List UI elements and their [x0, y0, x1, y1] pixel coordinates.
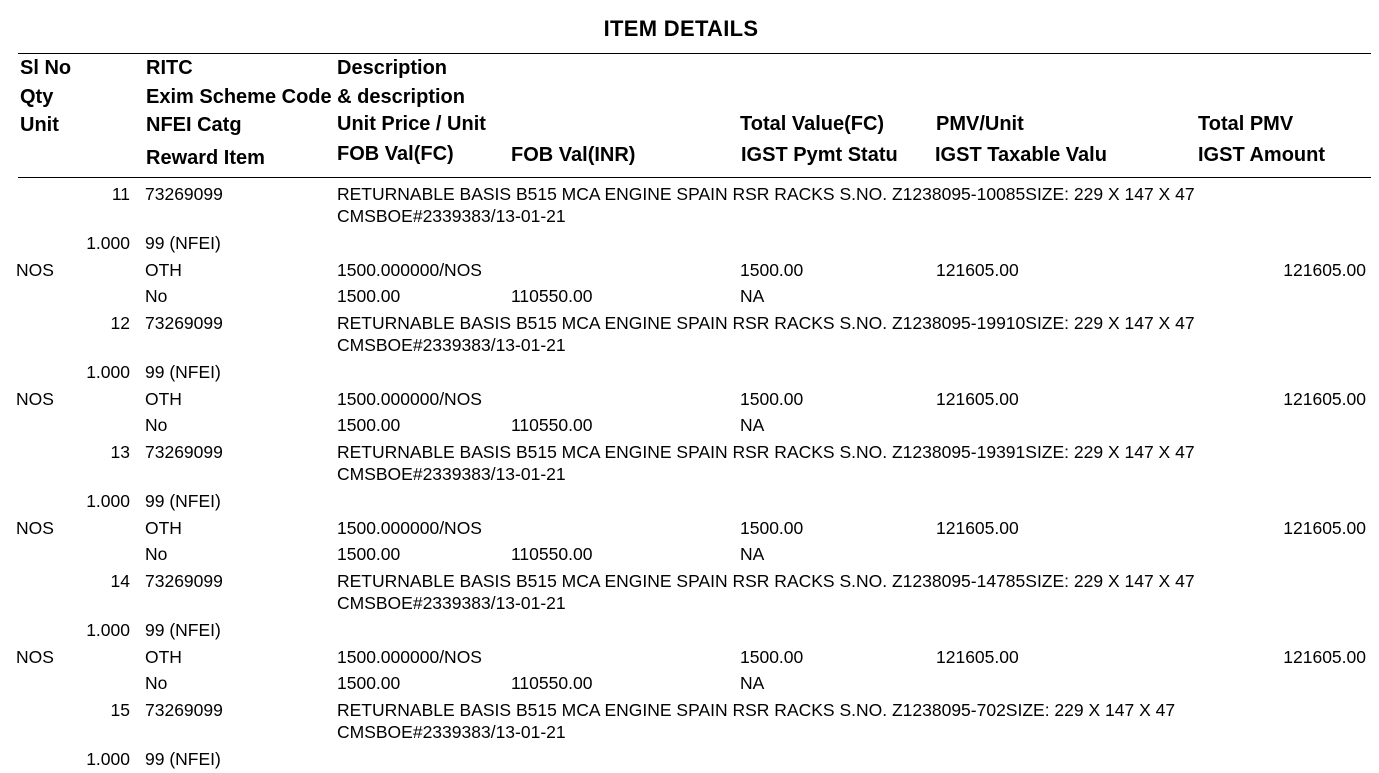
item-qty: 1.000: [86, 233, 130, 253]
item-unit-price: 1500.000000/NOS: [337, 389, 482, 409]
item-description-cont: CMSBOE#2339383/13-01-21: [337, 464, 566, 484]
item-unit-price: 1500.000000/NOS: [337, 647, 482, 667]
header-pmv-unit: PMV/Unit: [936, 113, 1024, 135]
item-reward-item: No: [145, 286, 168, 306]
header-exim-scheme: Exim Scheme Code & description: [146, 86, 465, 108]
item-reward-item: No: [145, 544, 168, 564]
header-fob-inr: FOB Val(INR): [511, 144, 636, 166]
item-igst-pymt: NA: [740, 286, 765, 306]
item-pmv-unit: 121605.00: [936, 389, 1019, 409]
item-total-pmv: 121605.00: [1283, 518, 1366, 538]
item-nfei-catg: OTH: [145, 518, 182, 538]
header-ritc: RITC: [146, 57, 193, 79]
item-fob-fc: 1500.00: [337, 544, 401, 564]
header-total-pmv: Total PMV: [1198, 113, 1294, 135]
item-reward-item: No: [145, 673, 168, 693]
item-unit: NOS: [16, 260, 54, 280]
item-total-pmv: 121605.00: [1283, 260, 1366, 280]
header-unit-price: Unit Price / Unit: [337, 113, 486, 135]
item-unit: NOS: [16, 389, 54, 409]
item-description: RETURNABLE BASIS B515 MCA ENGINE SPAIN RSR RACKS S.NO. Z1238095-19910SIZE: 229 X 147 X 47: [337, 313, 1195, 333]
item-reward-item: No: [145, 415, 168, 435]
header-unit: Unit: [20, 114, 59, 136]
item-qty: 1.000: [86, 491, 130, 511]
item-sl-no: 14: [110, 571, 130, 591]
header-nfei-catg: NFEI Catg: [146, 114, 242, 136]
item-total-value-fc: 1500.00: [740, 389, 804, 409]
item-igst-pymt: NA: [740, 673, 765, 693]
header-igst-pymt: IGST Pymt Statu: [741, 144, 898, 166]
item-ritc: 73269099: [145, 571, 223, 591]
item-fob-inr: 110550.00: [511, 415, 593, 435]
item-description-cont: CMSBOE#2339383/13-01-21: [337, 722, 566, 742]
item-total-pmv: 121605.00: [1283, 647, 1366, 667]
item-ritc: 73269099: [145, 313, 223, 333]
item-exim-scheme: 99 (NFEI): [145, 749, 221, 769]
header-igst-amount: IGST Amount: [1198, 144, 1326, 166]
item-pmv-unit: 121605.00: [936, 260, 1019, 280]
item-igst-pymt: NA: [740, 415, 765, 435]
item-description-cont: CMSBOE#2339383/13-01-21: [337, 335, 566, 355]
item-ritc: 73269099: [145, 442, 223, 462]
page-title: ITEM DETAILS: [603, 16, 759, 41]
header-reward-item: Reward Item: [146, 147, 265, 169]
header-qty: Qty: [20, 86, 54, 108]
item-fob-inr: 110550.00: [511, 673, 593, 693]
header-fob-fc: FOB Val(FC): [337, 143, 454, 165]
item-total-value-fc: 1500.00: [740, 647, 804, 667]
item-unit-price: 1500.000000/NOS: [337, 518, 482, 538]
header-sl-no: Sl No: [20, 57, 72, 79]
item-fob-fc: 1500.00: [337, 415, 401, 435]
item-nfei-catg: OTH: [145, 260, 182, 280]
item-nfei-catg: OTH: [145, 389, 182, 409]
item-total-pmv: 121605.00: [1283, 389, 1366, 409]
header-igst-taxable: IGST Taxable Valu: [935, 144, 1107, 166]
item-exim-scheme: 99 (NFEI): [145, 491, 221, 511]
item-sl-no: 15: [110, 700, 130, 720]
header-total-value-fc: Total Value(FC): [740, 113, 885, 135]
item-pmv-unit: 121605.00: [936, 647, 1019, 667]
item-nfei-catg: OTH: [145, 647, 182, 667]
item-description: RETURNABLE BASIS B515 MCA ENGINE SPAIN RSR RACKS S.NO. Z1238095-14785SIZE: 229 X 147 X 47: [337, 571, 1195, 591]
item-igst-pymt: NA: [740, 544, 765, 564]
item-exim-scheme: 99 (NFEI): [145, 233, 221, 253]
item-description: RETURNABLE BASIS B515 MCA ENGINE SPAIN RSR RACKS S.NO. Z1238095-19391SIZE: 229 X 147 X 47: [337, 442, 1195, 462]
header-top-rule: [18, 53, 1371, 54]
item-total-value-fc: 1500.00: [740, 260, 804, 280]
item-ritc: 73269099: [145, 184, 223, 204]
item-unit: NOS: [16, 518, 54, 538]
item-fob-inr: 110550.00: [511, 544, 593, 564]
item-sl-no: 12: [110, 313, 130, 333]
item-fob-fc: 1500.00: [337, 286, 401, 306]
item-description: RETURNABLE BASIS B515 MCA ENGINE SPAIN RSR RACKS S.NO. Z1238095-10085SIZE: 229 X 147 X 47: [337, 184, 1195, 204]
item-sl-no: 11: [111, 184, 130, 204]
item-sl-no: 13: [110, 442, 130, 462]
item-fob-fc: 1500.00: [337, 673, 401, 693]
item-unit: NOS: [16, 647, 54, 667]
item-total-value-fc: 1500.00: [740, 518, 804, 538]
item-exim-scheme: 99 (NFEI): [145, 362, 221, 382]
item-description: RETURNABLE BASIS B515 MCA ENGINE SPAIN RSR RACKS S.NO. Z1238095-702SIZE: 229 X 147 X 47: [337, 700, 1176, 720]
header-description: Description: [337, 57, 448, 79]
item-exim-scheme: 99 (NFEI): [145, 620, 221, 640]
item-fob-inr: 110550.00: [511, 286, 593, 306]
item-qty: 1.000: [86, 749, 130, 769]
item-pmv-unit: 121605.00: [936, 518, 1019, 538]
header-bottom-rule: [18, 177, 1371, 178]
item-description-cont: CMSBOE#2339383/13-01-21: [337, 206, 566, 226]
item-description-cont: CMSBOE#2339383/13-01-21: [337, 593, 566, 613]
item-ritc: 73269099: [145, 700, 223, 720]
item-qty: 1.000: [86, 362, 130, 382]
item-unit-price: 1500.000000/NOS: [337, 260, 482, 280]
item-qty: 1.000: [86, 620, 130, 640]
